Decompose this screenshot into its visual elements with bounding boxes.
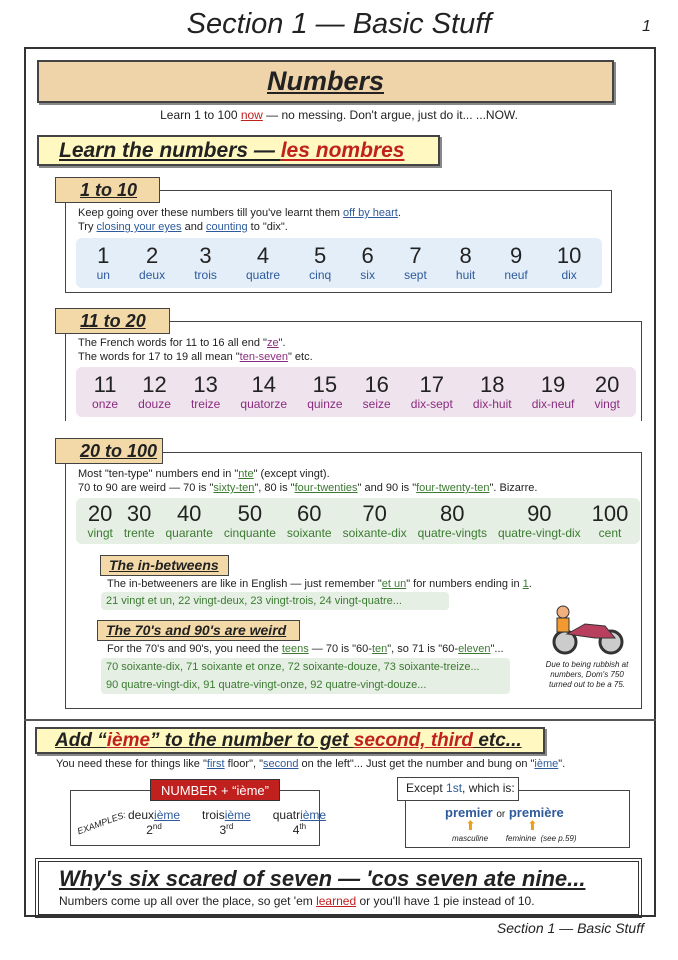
s2-text: The French words for 11 to 16 all end "ze". The words for 17 to 19 all mean "ten-seven" etc. (78, 337, 313, 363)
number-cell (287, 502, 332, 540)
french-word: cinquante (223, 526, 276, 540)
summary-text: Numbers come up all over the place, so get 'em learned or you'll have 1 pie instead of 10. (59, 894, 535, 908)
numeral: 17 (419, 372, 445, 397)
ordinal: 4 (292, 823, 300, 837)
number-cell (504, 244, 527, 282)
french-word: sept (404, 268, 427, 282)
number-cell (404, 244, 427, 282)
tab-11-to-20: 11 to 20 (55, 308, 170, 334)
french-word: dix-neuf (531, 397, 575, 411)
french-word: quatre (246, 268, 281, 282)
premier-forms: premier or première (445, 805, 564, 820)
french-word: quarante (165, 526, 213, 540)
intro-text: Learn 1 to 100 now — no messing. Don't argue, just do it... ...NOW. (160, 108, 518, 122)
numeral: 6 (361, 243, 374, 268)
numeral: 2 (145, 243, 159, 268)
s3-text: Most "ten-type" numbers end in "nte" (except vingt). 70 to 90 are weird — 70 is "sixty-ten", 80 is "four-twenties" and 90 is "four-twenty-ten". Bizarre. (78, 468, 538, 494)
numeral: 30 (126, 501, 152, 526)
number-cell (456, 244, 475, 282)
numeral: 7 (409, 243, 422, 268)
french-word: six (360, 268, 375, 282)
numeral: 20 (594, 372, 620, 397)
number-ieme-label: NUMBER + “ième” (150, 779, 280, 801)
suffix: ième (224, 808, 251, 822)
numeral: 60 (297, 501, 322, 526)
tab-1-to-10: 1 to 10 (55, 177, 160, 203)
french-word: trente (123, 526, 155, 540)
french-word: vingt (594, 397, 620, 411)
numbers-20-100 (76, 498, 640, 544)
number-cell (343, 502, 407, 540)
french-word: quatorze (240, 397, 288, 411)
numeral: 4 (256, 243, 270, 268)
main-title: Numbers (37, 60, 614, 103)
number-cell (532, 373, 575, 411)
ieme-heading: Add “ième” to the number to get second, third etc... (35, 727, 545, 754)
inb-examples: 21 vingt et un, 22 vingt-deux, 23 vingt-trois, 24 vingt-quatre... (101, 592, 449, 610)
stem: trois (202, 808, 225, 822)
number-cell (557, 244, 581, 282)
french-word: soixante (286, 526, 332, 540)
number-cell (87, 502, 112, 540)
numeral: 12 (142, 372, 167, 397)
numeral: 5 (314, 243, 327, 268)
ordinal-example (273, 808, 326, 837)
ordinal-suffix: nd (152, 822, 162, 831)
number-cell (498, 502, 581, 540)
french-word: neuf (504, 268, 528, 282)
stem: quatr (272, 808, 301, 822)
numeral: 70 (362, 501, 387, 526)
french-word: dix-huit (472, 397, 512, 411)
ieme-text: You need these for things like "first floor", "second on the left"... Just get the number and bung on "ième". (56, 758, 566, 770)
number-cell (307, 373, 342, 411)
numeral: 13 (193, 372, 218, 397)
number-cell (92, 373, 118, 411)
number-cell (138, 373, 171, 411)
french-word: dix-sept (410, 397, 453, 411)
numeral: 20 (87, 501, 113, 526)
page-number: 1 (642, 18, 651, 35)
french-word: deux (139, 268, 166, 282)
summary-title: Why's six scared of seven — 'cos seven ate nine... (59, 866, 586, 891)
numeral: 3 (199, 243, 212, 268)
numeral: 1 (97, 243, 110, 268)
tab-20-to-100: 20 to 100 (55, 438, 163, 464)
number-cell (592, 502, 629, 540)
french-word: seize (362, 397, 391, 411)
inb-text: The in-betweeners are like in English — just remember "et un" for numbers ending in 1. (107, 578, 532, 590)
stem: deux (128, 808, 155, 822)
numbers-1-10 (76, 238, 602, 288)
number-cell (411, 373, 453, 411)
weird-examples: 70 soixante-dix, 71 soixante et onze, 72 soixante-douze, 73 soixante-treize... 90 quatre-vingt-dix, 91 quatre-vingt-onze, 92 quatre-vingt-douze... (101, 658, 510, 694)
cartoon-caption: Due to being rubbish at numbers, Dom's 750 turned out to be a 75. (545, 660, 629, 689)
numeral: 90 (527, 501, 552, 526)
french-word: trois (194, 268, 217, 282)
summary-box (35, 858, 642, 918)
tab-in-betweens: The in-betweens (100, 555, 229, 576)
french-word: cinq (309, 268, 332, 282)
arrow-up-icon: ⬆ (527, 818, 538, 833)
french-word: douze (138, 397, 171, 411)
numeral: 9 (509, 243, 523, 268)
section-header: Section 1 — Basic Stuff (186, 8, 492, 40)
number-cell (418, 502, 487, 540)
number-cell (139, 244, 165, 282)
french-word: dix (561, 268, 577, 282)
number-cell (224, 502, 276, 540)
number-cell (360, 244, 375, 282)
suffix: ième (300, 808, 327, 822)
ordinal-suffix: rd (226, 822, 234, 831)
divider (24, 719, 656, 721)
ordinal: 2 (146, 823, 153, 837)
numeral: 50 (237, 501, 263, 526)
number-cell (191, 373, 220, 411)
numeral: 11 (93, 372, 117, 397)
motorbike-cartoon-icon (545, 598, 627, 656)
french-word: un (96, 268, 110, 282)
number-cell (594, 373, 619, 411)
numeral: 15 (312, 372, 338, 397)
number-cell (124, 502, 155, 540)
numeral: 80 (440, 501, 465, 526)
french-word: cent (598, 526, 622, 540)
except-label: Except 1st, which is: (397, 777, 519, 801)
numeral: 8 (459, 243, 472, 268)
numeral: 10 (556, 243, 582, 268)
tab-70s-90s: The 70's and 90's are weird (97, 620, 300, 641)
french-word: treize (190, 397, 221, 411)
french-word: quatre-vingt-dix (497, 526, 581, 540)
ordinal-suffix: th (299, 822, 307, 831)
suffix: ième (154, 808, 181, 822)
number-cell (240, 373, 287, 411)
gender-labels: masculine feminine (see p.59) (452, 834, 577, 843)
french-word: onze (92, 397, 119, 411)
numeral: 14 (251, 372, 276, 397)
french-word: vingt (87, 526, 113, 540)
number-cell (194, 244, 217, 282)
french-word: quinze (307, 397, 343, 411)
numeral: 18 (480, 372, 505, 397)
number-cell (363, 373, 391, 411)
ordinal-example (128, 808, 180, 837)
numbers-11-20 (76, 367, 636, 417)
examples-label: EXAMPLES: (75, 809, 128, 837)
arrow-up-icon: ⬆ (465, 818, 476, 833)
ordinal-example (202, 808, 251, 837)
numeral: 19 (540, 372, 566, 397)
number-cell (97, 244, 110, 282)
learn-heading: Learn the numbers — les nombres (37, 135, 440, 166)
numeral: 100 (591, 501, 629, 526)
number-cell (246, 244, 280, 282)
french-word: quatre-vingts (417, 526, 487, 540)
weird-text: For the 70's and 90's, you need the teens — 70 is "60-ten", so 71 is "60-eleven"... (107, 643, 504, 655)
numeral: 40 (176, 501, 202, 526)
numeral: 16 (364, 372, 389, 397)
footer: Section 1 — Basic Stuff (496, 920, 644, 936)
number-cell (166, 502, 213, 540)
french-word: soixante-dix (342, 526, 407, 540)
french-word: huit (455, 268, 476, 282)
number-cell (473, 373, 512, 411)
ordinal: 3 (219, 823, 227, 837)
number-cell (309, 244, 331, 282)
ordinal-examples (128, 808, 326, 837)
s1-text: Keep going over these numbers till you've learnt them off by heart. Try closing your eyes and counting to "dix". (78, 207, 401, 233)
